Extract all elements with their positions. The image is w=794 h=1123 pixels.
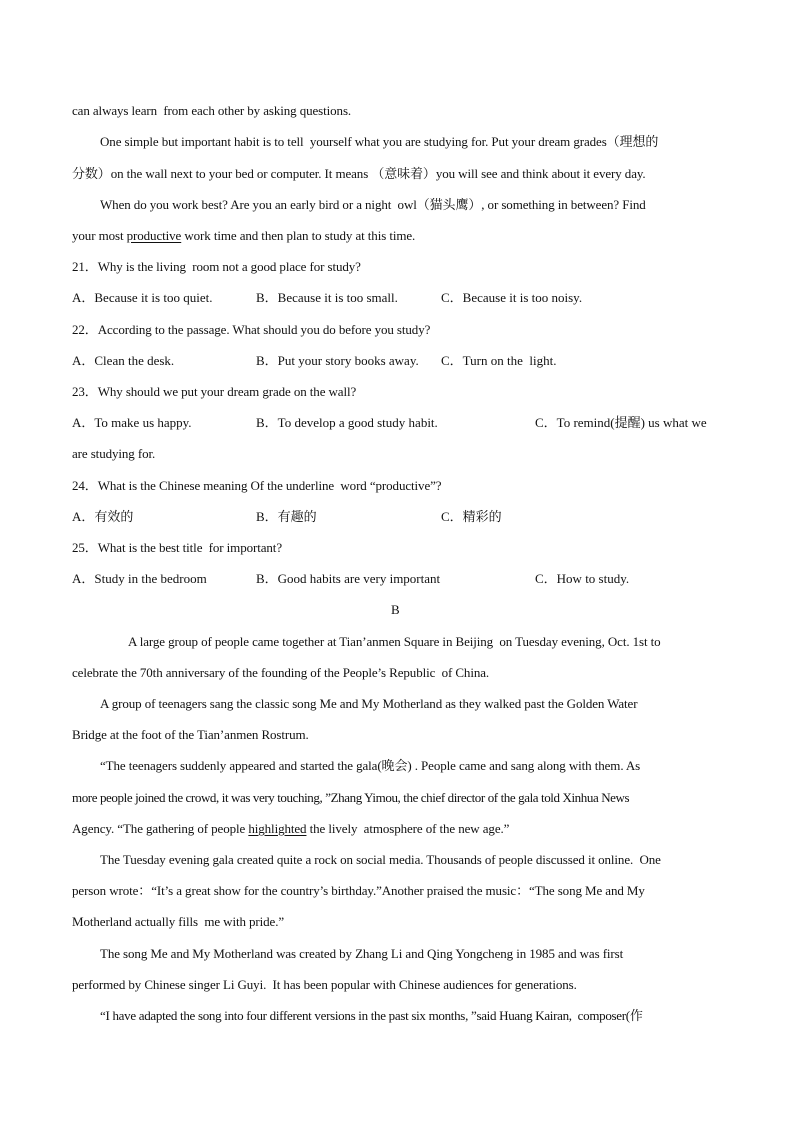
question-stem: 21．Why is the living room not a good place for study? — [72, 259, 361, 274]
answer-option: C．精彩的 — [441, 509, 502, 524]
answer-option: A．有效的 — [72, 509, 134, 524]
passage-line: A group of teenagers sang the classic song Me and My Motherland as they walked past the Golden Water — [100, 696, 638, 711]
underlined-word: highlighted — [248, 821, 307, 836]
answer-option: C．Because it is too noisy. — [441, 290, 583, 305]
answer-option: A．Because it is too quiet. — [72, 290, 213, 305]
answer-option: B．Because it is too small. — [256, 290, 398, 305]
answer-option: C．Turn on the light. — [441, 353, 557, 368]
passage-line: The song Me and My Motherland was created by Zhang Li and Qing Yongcheng in 1985 and was first — [100, 946, 624, 961]
passage-line: 分数）on the wall next to your bed or computer. It means （意味着）you will see and think about it every day. — [72, 166, 646, 181]
answer-option-continuation: are studying for. — [72, 446, 156, 461]
passage-line: performed by Chinese singer Li Guyi. It has been popular with Chinese audiences for generations. — [72, 977, 577, 992]
answer-option: B．有趣的 — [256, 509, 317, 524]
answer-option: A．To make us happy. — [72, 415, 192, 430]
answer-option: B．Good habits are very important — [256, 571, 441, 586]
passage-line: One simple but important habit is to tell yourself what you are studying for. Put your dream grades（理想的 — [100, 134, 659, 149]
question-stem: 24．What is the Chinese meaning Of the underline word “productive”? — [72, 478, 442, 493]
answer-option: A．Clean the desk. — [72, 353, 175, 368]
answer-option: B．To develop a good study habit. — [256, 415, 438, 430]
question-stem: 25．What is the best title for important? — [72, 540, 282, 555]
answer-option: C．To remind(提醒) us what we — [535, 415, 707, 430]
answer-option: C．How to study. — [535, 571, 630, 586]
passage-line: person wrote：“It’s a great show for the country’s birthday.”Another praised the music：“The song Me and My — [72, 883, 645, 898]
passage-line: “I have adapted the song into four different versions in the past six months, ”said Huang Kairan, composer(作 — [100, 1008, 643, 1023]
text-run: work time and then plan to study at this time. — [181, 228, 416, 243]
answer-option: B．Put your story books away. — [256, 353, 419, 368]
passage-line: Motherland actually fills me with pride.” — [72, 914, 285, 929]
passage-line: When do you work best? Are you an early bird or a night owl（猫头鹰）, or something in between? Find — [100, 197, 646, 212]
passage-line: Bridge at the foot of the Tian’anmen Rostrum. — [72, 727, 309, 742]
section-heading: B — [391, 602, 400, 617]
passage-line: more people joined the crowd, it was very touching, ”Zhang Yimou, the chief director of the gala told Xinhua News — [72, 790, 630, 805]
text-run: your most — [72, 228, 127, 243]
passage-line — [72, 821, 509, 837]
passage-line: The Tuesday evening gala created quite a rock on social media. Thousands of people discussed it online. One — [100, 852, 661, 867]
passage-line: A large group of people came together at Tian’anmen Square in Beijing on Tuesday evening, Oct. 1st to — [128, 634, 661, 649]
underlined-word: productive — [126, 228, 182, 243]
passage-line — [72, 228, 415, 244]
question-stem: 22．According to the passage. What should you do before you study? — [72, 322, 431, 337]
passage-line: “The teenagers suddenly appeared and started the gala(晚会) . People came and sang along with them. As — [100, 758, 641, 773]
question-stem: 23．Why should we put your dream grade on the wall? — [72, 384, 357, 399]
text-run: Agency. “The gathering of people — [72, 821, 249, 836]
passage-line: celebrate the 70th anniversary of the founding of the People’s Republic of China. — [72, 665, 490, 680]
passage-line: can always learn from each other by asking questions. — [72, 103, 352, 118]
text-run: the lively atmosphere of the new age.” — [306, 821, 510, 836]
answer-option: A．Study in the bedroom — [72, 571, 207, 586]
